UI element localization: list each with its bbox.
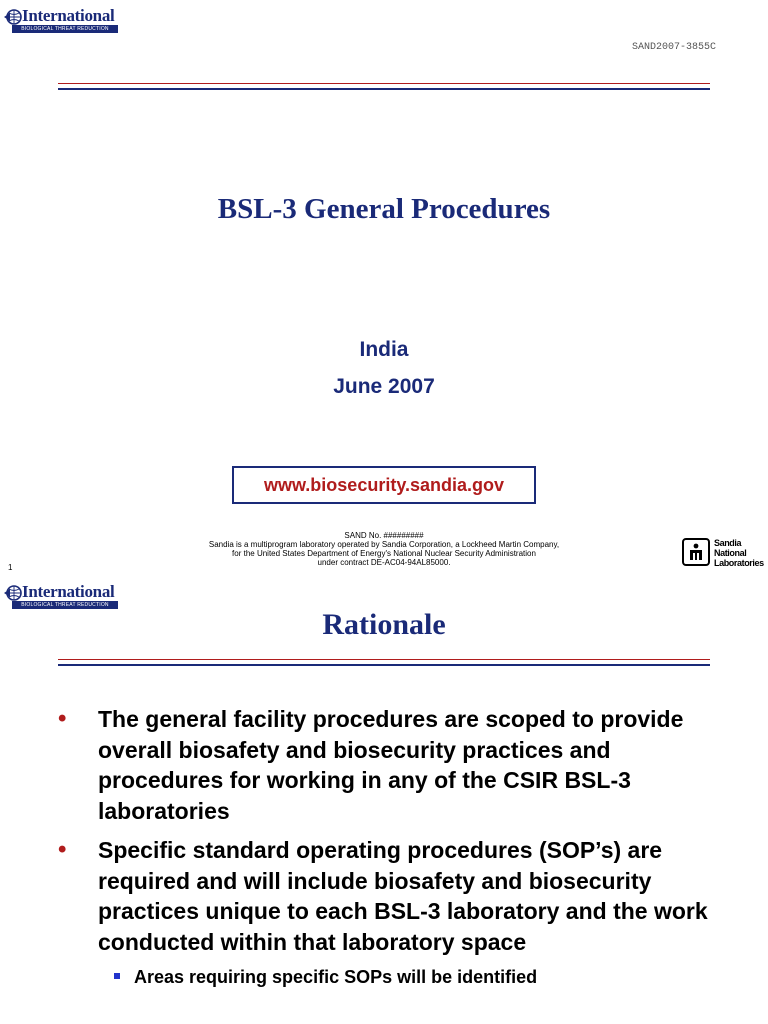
globe-arrow-icon <box>4 8 22 26</box>
logo-tagline: BIOLOGICAL THREAT REDUCTION <box>12 601 118 609</box>
slide-title: BSL-3 General Procedures <box>217 193 551 225</box>
bullet-text: Specific standard operating procedures (SOP’s) are required and will include biosafety and biosecurity practices unique to each BSL-3 laboratory and the work conducted within that laboratory space <box>98 837 708 955</box>
list-item <box>58 704 738 826</box>
fine-print-line: under contract DE-AC04-94AL85000. <box>317 558 451 567</box>
logo-wordmark: International <box>22 582 115 601</box>
header-rule-blue <box>58 88 710 90</box>
sandia-thunderbird-icon <box>682 538 710 566</box>
sub-bullet-text: Areas requiring specific SOPs will be identified <box>134 967 538 987</box>
sub-list-item <box>58 966 738 988</box>
sandia-wordmark: Sandia National Laboratories <box>714 538 764 568</box>
list-item <box>58 835 738 957</box>
square-bullet-icon <box>114 973 120 979</box>
bullet-marker: • <box>58 705 67 732</box>
sandia-disclaimer <box>180 531 588 567</box>
international-logo <box>4 6 116 34</box>
bullet-text: The general facility procedures are scoped to provide overall biosafety and biosecurity practices and procedures for working in any of the CSIR BSL-3 laboratories <box>98 706 684 824</box>
header-rule-red <box>58 659 710 660</box>
rationale-slide <box>0 580 768 1024</box>
fine-print-line: for the United States Department of Energy's National Nuclear Security Administration <box>232 549 536 558</box>
website-link[interactable]: www.biosecurity.sandia.gov <box>232 466 536 504</box>
logo-tagline: BIOLOGICAL THREAT REDUCTION <box>12 25 118 33</box>
fine-print-line: Sandia is a multiprogram laboratory operated by Sandia Corporation, a Lockheed Martin Company, <box>208 540 560 549</box>
header-rule-blue <box>58 664 710 666</box>
bullet-list <box>58 704 738 988</box>
date-text: June 2007 <box>333 375 435 398</box>
fine-print-line: SAND No. ######### <box>344 531 424 540</box>
slide-title: Rationale <box>322 608 446 641</box>
international-logo <box>4 582 116 610</box>
header-rule-red <box>58 83 710 84</box>
logo-wordmark: International <box>22 6 115 25</box>
globe-arrow-icon <box>4 584 22 602</box>
page-number: 1 <box>8 563 13 572</box>
bullet-marker: • <box>58 836 67 863</box>
location-text: India <box>359 338 409 361</box>
sand-report-number: SAND2007-3855C <box>631 42 716 53</box>
sandia-logo <box>682 538 766 570</box>
